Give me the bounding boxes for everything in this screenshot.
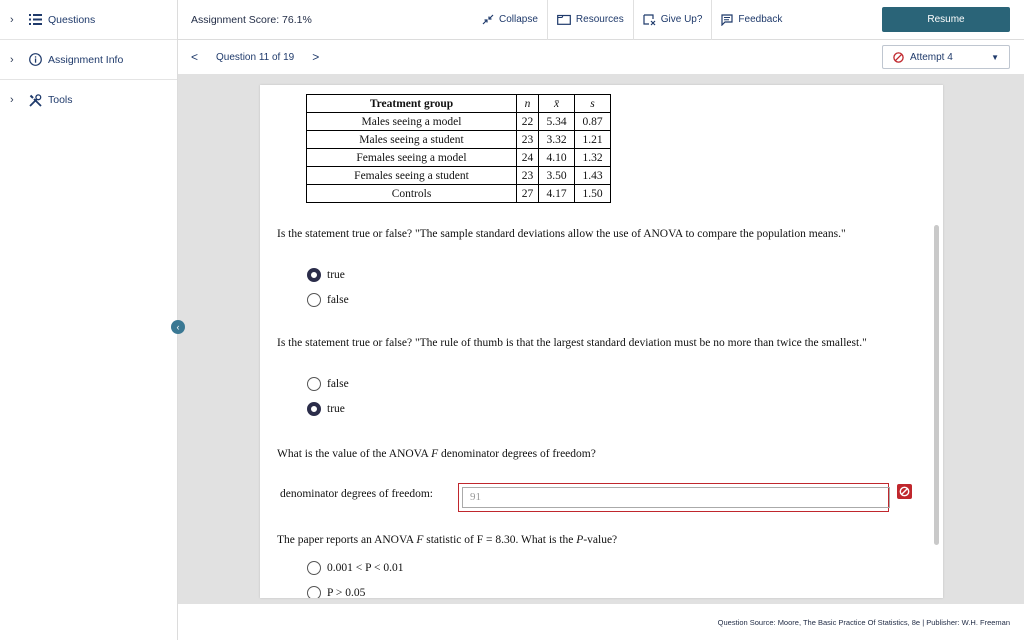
caret-down-icon: ▼ (991, 52, 999, 62)
table-cell: 5.34 (539, 113, 575, 131)
option-label: false (327, 378, 349, 390)
feedback-button[interactable] (712, 0, 791, 40)
question-text-part: The paper reports an ANOVA (277, 534, 417, 546)
resources-label: Resources (575, 14, 624, 25)
table-cell: 23 (517, 131, 539, 149)
q2-option-true[interactable] (307, 402, 345, 416)
feedback-label: Feedback (738, 14, 783, 25)
table-header: s (575, 95, 611, 113)
denominator-df-input[interactable]: 91 (462, 487, 890, 508)
chevron-right-icon: › (10, 94, 14, 106)
table-cell: 24 (517, 149, 539, 167)
table-cell: Females seeing a model (307, 149, 517, 167)
next-question-button[interactable]: > (312, 50, 320, 64)
sidebar-item-assignment-info[interactable] (0, 40, 177, 80)
question-text-part: denominator degrees of freedom? (438, 448, 596, 460)
option-label: true (327, 403, 345, 415)
attempt-dropdown[interactable] (882, 45, 1010, 69)
sidebar-item-tools[interactable] (0, 80, 177, 120)
question-text-part: statistic of (423, 534, 477, 546)
collapse-icon (482, 14, 494, 25)
give-up-button[interactable] (634, 0, 713, 40)
radio-icon[interactable] (307, 293, 321, 307)
table-cell: 4.17 (539, 185, 575, 203)
question-text-var: F (416, 534, 424, 546)
prev-question-button[interactable]: < (191, 50, 199, 64)
q1-option-false[interactable] (307, 293, 349, 307)
table-row (307, 167, 611, 185)
table-cell: 1.21 (575, 131, 611, 149)
attempt-label: Attempt 4 (910, 51, 953, 63)
table-cell: Controls (307, 185, 517, 203)
q4-option-1[interactable] (307, 561, 403, 575)
resources-button[interactable] (548, 0, 634, 40)
q1-option-true[interactable] (307, 268, 345, 282)
answer-field-wrapper (458, 483, 889, 512)
question-source: Question Source: Moore, The Basic Practice Of Statistics, 8e | Publisher: W.H. Freeman (717, 618, 1010, 627)
chevron-right-icon: › (10, 13, 14, 26)
option-label: true (327, 269, 345, 281)
question-2-text: Is the statement true or false? "The rule of thumb is that the largest standard deviation must be no more than twice the smallest." (277, 337, 867, 349)
sidebar-item-label: Assignment Info (48, 53, 124, 66)
top-toolbar (178, 0, 1024, 40)
table-cell: 3.32 (539, 131, 575, 149)
table-cell: 27 (517, 185, 539, 203)
table-cell: 4.10 (539, 149, 575, 167)
question-text-part: F = 8.30 (476, 534, 516, 546)
option-label: P > 0.05 (327, 587, 366, 598)
table-cell: 1.32 (575, 149, 611, 167)
radio-icon[interactable] (307, 377, 321, 391)
list-icon (28, 13, 42, 27)
q2-option-false[interactable] (307, 377, 349, 391)
table-cell: Males seeing a student (307, 131, 517, 149)
question-text-part: -value? (583, 534, 618, 546)
tools-icon (28, 93, 42, 107)
table-cell: 3.50 (539, 167, 575, 185)
table-row (307, 131, 611, 149)
table-cell: 1.43 (575, 167, 611, 185)
table-header: n (517, 95, 539, 113)
question-text-var: P (576, 534, 584, 546)
question-3-text (277, 447, 897, 462)
radio-icon[interactable] (307, 586, 321, 598)
sidebar (0, 0, 178, 640)
question-4-text (277, 533, 897, 548)
question-text-var: F (431, 448, 439, 460)
table-cell: 22 (517, 113, 539, 131)
question-text-part: What is the value of the ANOVA (277, 448, 432, 460)
table-cell: Males seeing a model (307, 113, 517, 131)
table-header-row (307, 95, 611, 113)
table-cell: 0.87 (575, 113, 611, 131)
radio-icon[interactable] (307, 561, 321, 575)
collapse-label: Collapse (499, 14, 538, 25)
table-header: Treatment group (307, 95, 517, 113)
collapse-sidebar-icon[interactable]: ‹ (171, 320, 185, 334)
table-cell: Females seeing a student (307, 167, 517, 185)
table-row (307, 113, 611, 131)
data-table (306, 94, 611, 203)
no-entry-icon (893, 52, 904, 63)
radio-selected-icon[interactable] (307, 402, 321, 416)
collapse-button[interactable] (473, 0, 548, 40)
resume-button[interactable]: Resume (882, 7, 1010, 32)
table-row (307, 185, 611, 203)
answer-field-label: denominator degrees of freedom: (280, 488, 433, 500)
question-counter: Question 11 of 19 (216, 51, 295, 63)
sidebar-item-label: Tools (48, 94, 73, 106)
question-panel (260, 85, 943, 598)
give-up-icon (643, 14, 656, 26)
sidebar-item-questions[interactable] (0, 0, 177, 40)
table-header: x̄ (539, 95, 575, 113)
question-text-part: . What is the (515, 534, 577, 546)
radio-selected-icon[interactable] (307, 268, 321, 282)
option-label: 0.001 < P < 0.01 (327, 562, 404, 574)
folder-icon (557, 14, 571, 25)
question-1-text: Is the statement true or false? "The sample standard deviations allow the use of ANOVA to compare the population means." (277, 228, 846, 240)
give-up-label: Give Up? (660, 14, 703, 25)
q4-option-2[interactable] (307, 586, 365, 598)
assignment-score: Assignment Score: 76.1% (191, 13, 312, 26)
sidebar-item-label: Questions (48, 13, 96, 26)
table-cell: 23 (517, 167, 539, 185)
table-cell: 1.50 (575, 185, 611, 203)
chevron-right-icon: › (10, 53, 14, 66)
feedback-icon (721, 14, 733, 26)
option-label: false (327, 294, 349, 306)
question-nav (178, 40, 1024, 74)
footer (178, 604, 1024, 640)
incorrect-icon (897, 484, 912, 499)
table-row (307, 149, 611, 167)
info-icon (28, 53, 42, 67)
scrollbar[interactable] (934, 225, 939, 545)
